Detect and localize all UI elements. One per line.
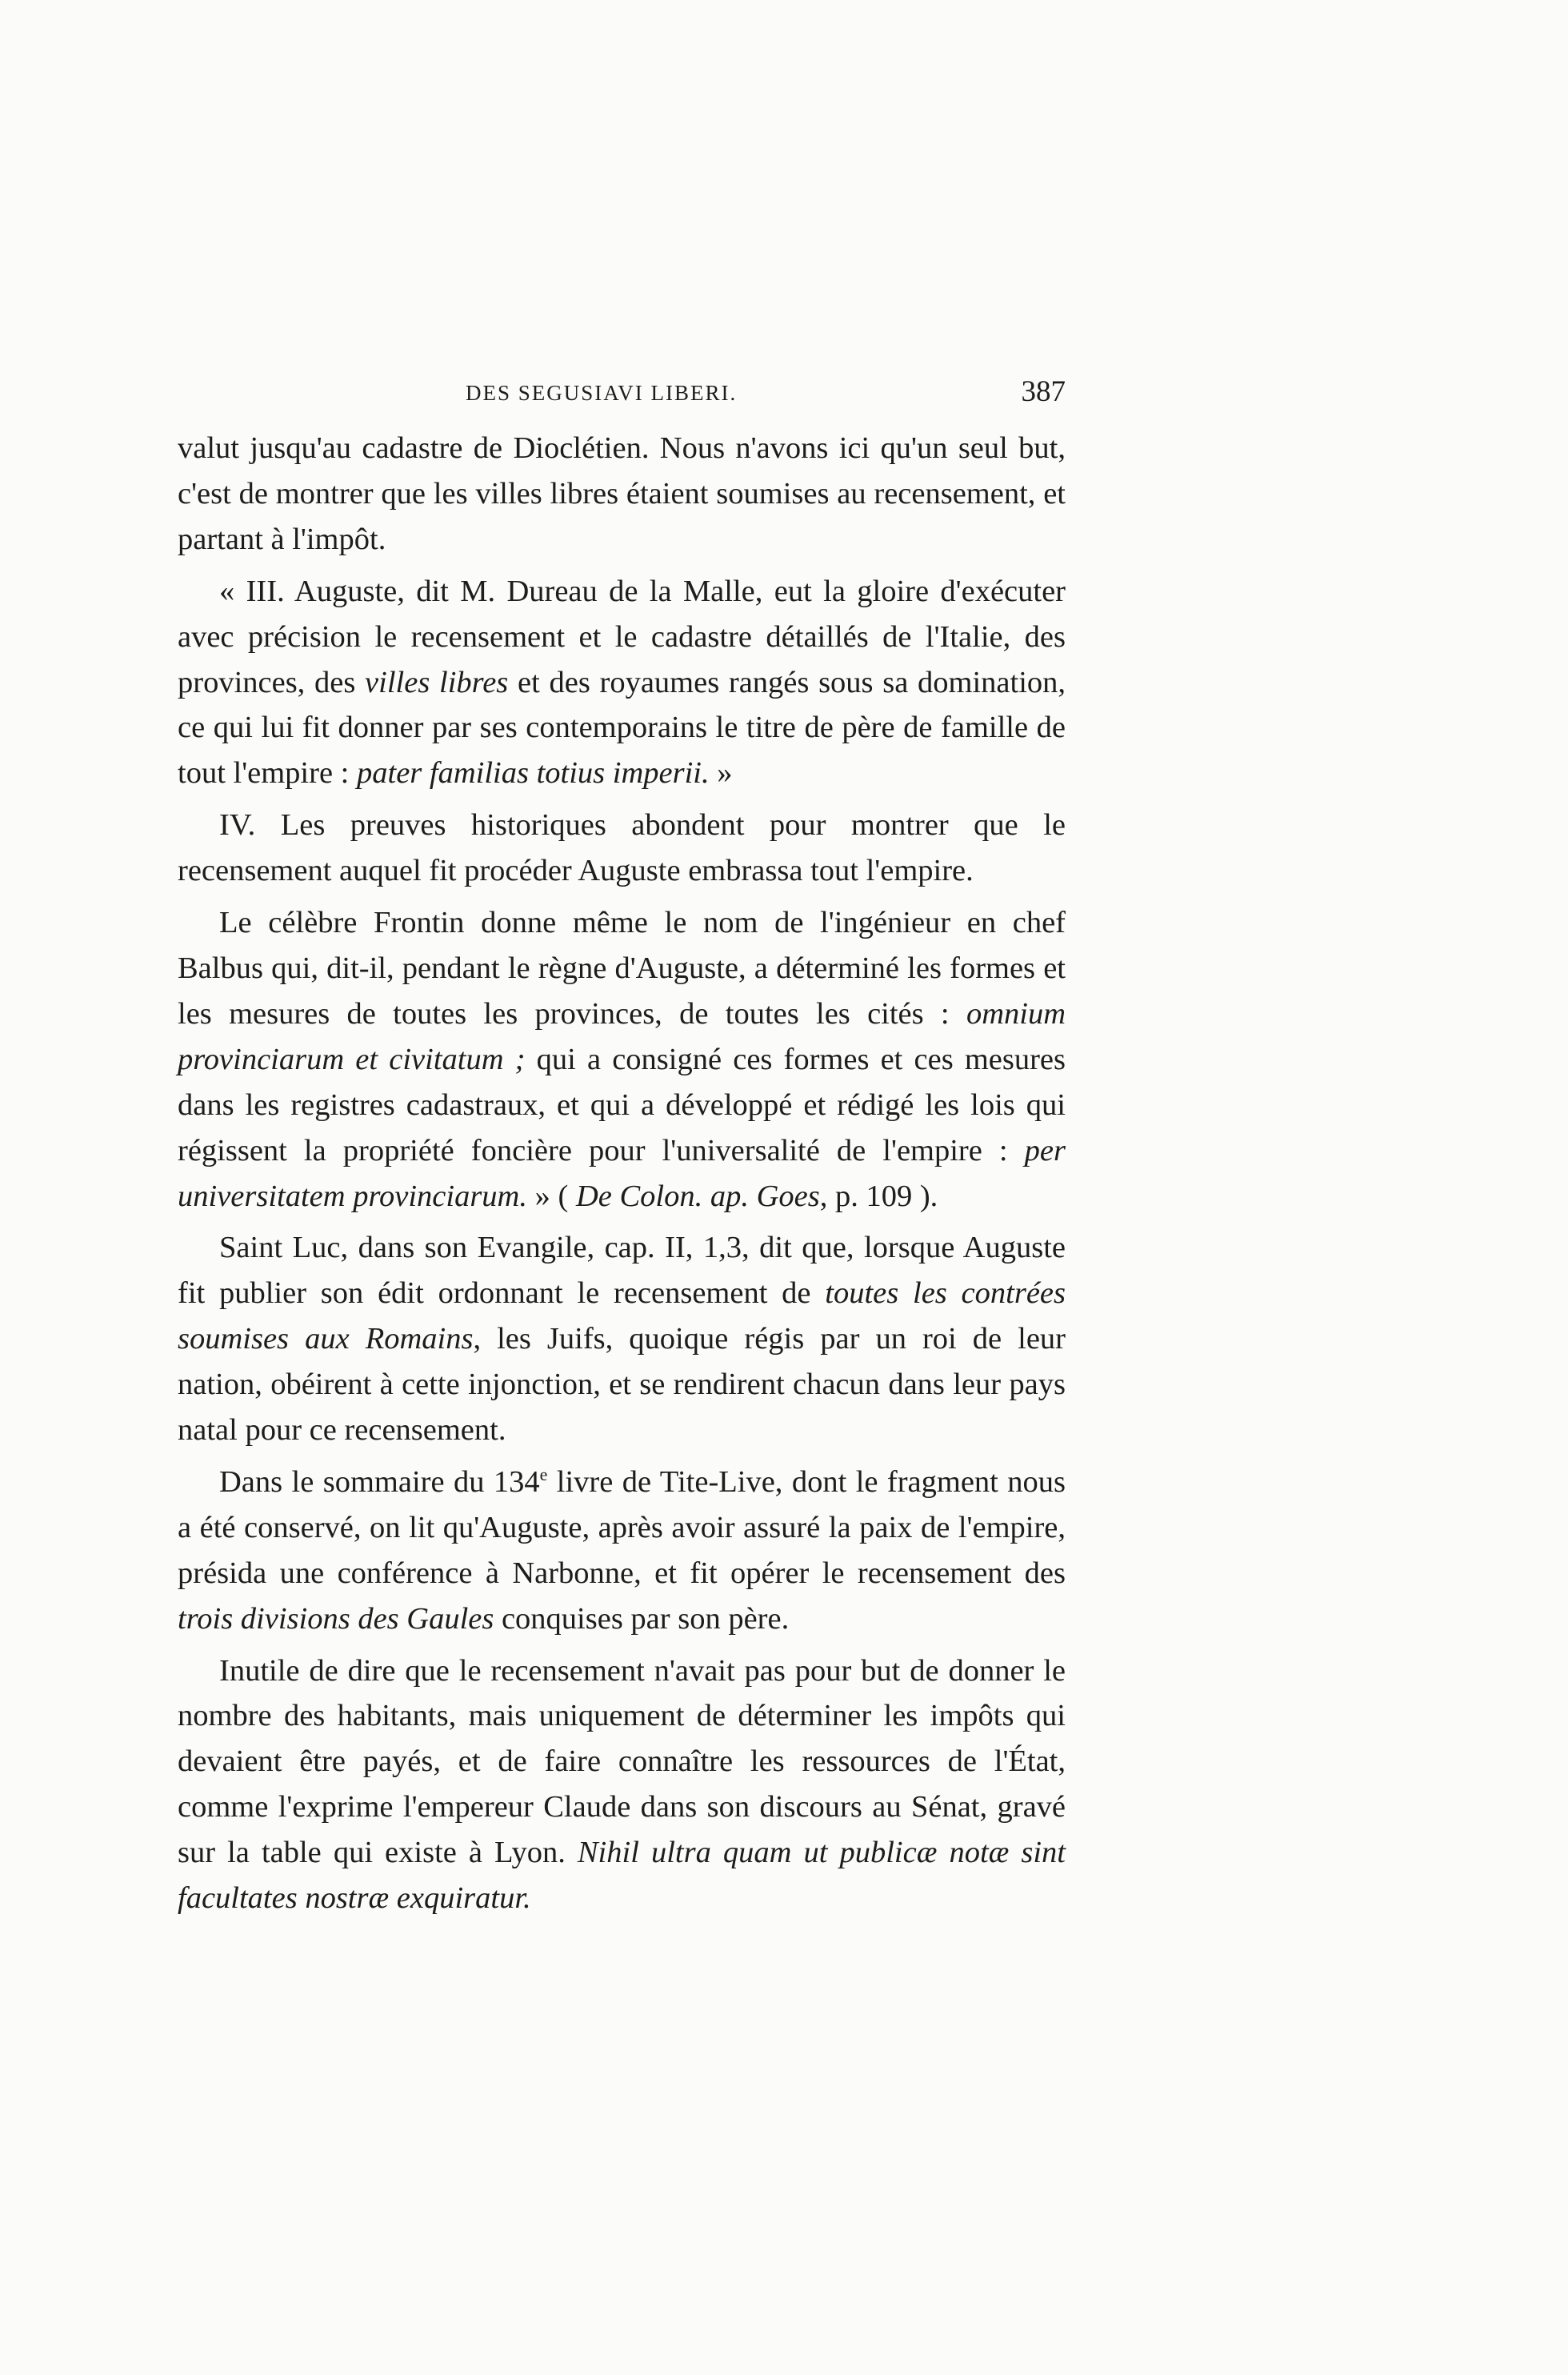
text-run: « III. Auguste, dit M. Dureau de la Malle, eut la gloire d'exécuter avec précision le recensement et le cadastre détaillés de l'Italie, des provinces, des: [178, 574, 1066, 699]
page-header: [178, 374, 1066, 415]
text-run: »: [709, 756, 733, 791]
italic-run: trois divisions des Gaules: [178, 1601, 494, 1636]
text-run: Inutile de dire que le recensement n'avait pas pour but de donner le nombre des habitants, mais uniquement de déterminer les impôts qui devaient être payés, et de faire connaître les ressources de l'État, comme l'exprime l'empereur Claude dans son discours au Sénat, gravé sur la table qui existe à Lyon.: [178, 1653, 1066, 1870]
italic-run: villes libres: [365, 665, 509, 699]
italic-run: De Colon. ap. Goes: [575, 1179, 820, 1213]
text-run: Saint Luc, dans son Evangile, cap. II, 1,3, dit que, lorsque Auguste fit publier son édit ordonnant le recensement de: [178, 1231, 1066, 1311]
italic-run: toutes les contrées soumises aux Romains: [178, 1276, 1066, 1356]
body-text: [178, 426, 1066, 1921]
text-run: » (: [526, 1179, 576, 1213]
paragraph-2: [178, 569, 1066, 797]
paragraph-4: [178, 900, 1066, 1219]
italic-run: Nihil ultra quam ut publicæ notæ sint facultates nostræ exquiratur.: [178, 1836, 1066, 1916]
paragraph-1: valut jusqu'au cadastre de Dioclétien. Nous n'avons ici qu'un seul but, c'est de montrer que les villes libres étaient soumises au recensement, et partant à l'impôt.: [178, 431, 1066, 556]
ordinal-superscript: e: [539, 1464, 548, 1485]
text-run: livre de Tite-Live, dont le fragment nous a été conservé, on lit qu'Auguste, après avoir assuré la paix de l'empire, présida une conférence à Narbonne, et fit opérer le recensement des: [178, 1464, 1066, 1590]
paragraph-3: IV. Les preuves historiques abondent pour montrer que le recensement auquel fit procéder Auguste embrassa tout l'empire.: [178, 808, 1066, 888]
text-run: , p. 109 ).: [819, 1179, 938, 1213]
text-run: conquises par son père.: [494, 1601, 790, 1636]
italic-run: per universitatem provinciarum.: [178, 1133, 1066, 1213]
text-run: qui a consigné ces formes et ces mesures dans les registres cadastraux, et qui a développé et rédigé les lois qui régissent la propriété foncière pour l'universalité de l'empire :: [178, 1042, 1066, 1167]
italic-run: omnium provinciarum et civitatum ;: [178, 996, 1066, 1076]
running-title: DES SEGUSIAVI LIBERI.: [466, 381, 738, 405]
italic-run: pater familias totius imperii.: [357, 756, 710, 791]
paragraph-7: [178, 1648, 1066, 1921]
paragraph-5: [178, 1225, 1066, 1453]
text-run: Dans le sommaire du 134: [219, 1464, 540, 1499]
page-number: 387: [1021, 375, 1066, 408]
text-run: , les Juifs, quoique régis par un roi de leur nation, obéirent à cette injonction, et se rendirent chacun dans leur pays natal pour ce recensement.: [178, 1322, 1066, 1448]
text-run: et des royaumes rangés sous sa domination, ce qui lui fit donner par ses contemporains le titre de père de famille de tout l'empire :: [178, 665, 1066, 791]
paragraph-6: [178, 1460, 1066, 1642]
text-run: Le célèbre Frontin donne même le nom de l'ingénieur en chef Balbus qui, dit-il, pendant le règne d'Auguste, a déterminé les formes et les mesures de toutes les provinces, de toutes les cités :: [178, 906, 1066, 1031]
